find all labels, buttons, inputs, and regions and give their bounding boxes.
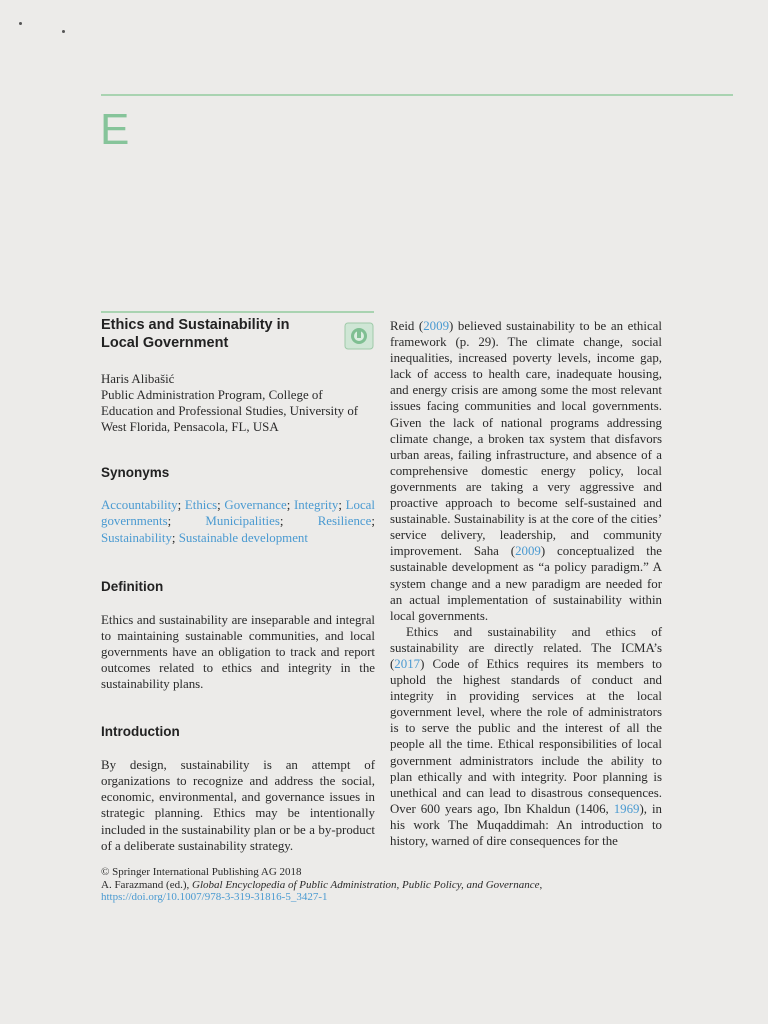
citation-line: A. Farazmand (ed.), Global Encyclopedia of Public Administration, Public Policy, and Governance,	[101, 878, 543, 891]
synonym-separator: ;	[167, 514, 206, 529]
citation-link[interactable]: 2009	[423, 319, 450, 333]
right-column	[390, 318, 662, 849]
body-paragraph: Ethics and sustainability and ethics of sustainability are directly related. The ICMA’s (2017) Code of Ethics requires its members to uphold the highest standards of conduct and integrity in providing services at the local government level, where the role of administrators is to serve the public and the interest of all the people all the time. Ethical responsibilities of local government administrators include the ability to plan ethically and with integrity. Poor planning is unethical and can lead to disastrous consequences. Over 600 years ago, Ibn Khaldun (1406, 1969), in his work The Muqaddimah: An introduction to history, warned of dire consequences for the	[390, 624, 662, 848]
section-rule	[101, 94, 733, 96]
body-paragraph: Reid (2009) believed sustainability to be an ethical framework (p. 29). The climate change, social inequalities, increased poverty levels, income gap, lack of access to health care, inadequate housing, and energy crisis are among some the most relevant issues facing communities and local governments. Given the lack of national programs addressing climate change, a broken tax system that disfavors urban areas, failing infrastructure, and absence of a comprehensive domestic energy policy, local governments are taking a very aggressive and proactive approach to become self-sustained and sustainable. Sustainability is at the core of the cities’ service delivery, leadership, and community improvement. Saha (2009) conceptualized the sustainable development as “a policy paradigm.” A system change and a new paradigm are needed for an actual implementation of sustainability within local governments.	[390, 319, 662, 623]
synonym-link[interactable]: Resilience	[317, 514, 372, 529]
synonym-link[interactable]: Sustainability	[101, 530, 172, 545]
synonym-separator: ;	[371, 514, 375, 529]
scan-speck	[19, 22, 22, 25]
entry-title: Ethics and Sustainability in Local Government	[101, 317, 290, 351]
citation-link[interactable]: 1969	[613, 801, 640, 816]
section-letter: E	[100, 105, 130, 154]
synonym-link[interactable]: Ethics	[184, 498, 218, 513]
synonym-separator: ;	[338, 498, 346, 513]
synonym-link[interactable]: Integrity	[293, 498, 339, 513]
citation-link[interactable]: 2017	[394, 656, 421, 671]
introduction-text: By design, sustainability is an attempt of organizations to recognize and address the social, economic, environmental, and governance issues in strategic planning. Ethics may be intentionally included in the sustainability plan or be a by-product of a deliberate sustainability strategy.	[101, 758, 375, 853]
synonym-link[interactable]: Municipalities	[205, 514, 280, 529]
synonym-link[interactable]: Governance	[224, 498, 287, 513]
definition-heading: Definition	[101, 578, 164, 594]
author-name: Haris Alibašić	[101, 372, 175, 386]
introduction-heading: Introduction	[101, 724, 180, 740]
copyright-line: © Springer International Publishing AG 2018	[101, 866, 302, 878]
crossmark-icon[interactable]	[344, 322, 374, 350]
citation-link[interactable]: 2009	[515, 544, 541, 559]
synonym-link[interactable]: Sustainable development	[178, 530, 308, 545]
page-footer	[101, 866, 701, 904]
synonym-link[interactable]: Accountability	[101, 498, 178, 513]
left-column	[101, 314, 375, 854]
synonyms-heading: Synonyms	[101, 465, 170, 481]
definition-text: Ethics and sustainability are inseparable and integral to maintaining sustainable communities, and local governments have an obligation to track and report outcomes related to ethics and integrity in the sustainability plans.	[101, 612, 375, 692]
scan-speck	[62, 30, 65, 33]
entry-rule	[101, 311, 374, 313]
doi-link[interactable]: https://doi.org/10.1007/978-3-319-31816-5_3427-1	[101, 891, 328, 903]
synonym-separator: ;	[286, 498, 294, 513]
synonym-link[interactable]: Local governments	[101, 498, 375, 529]
synonym-separator: ;	[279, 514, 318, 529]
synonym-separator: ;	[171, 530, 179, 545]
synonym-separator: ;	[217, 498, 225, 513]
synonym-separator: ;	[177, 498, 185, 513]
synonyms-list	[101, 497, 375, 545]
author-affiliation: Public Administration Program, College of Education and Professional Studies, University of West Florida, Pensacola, FL, USA	[101, 388, 359, 435]
